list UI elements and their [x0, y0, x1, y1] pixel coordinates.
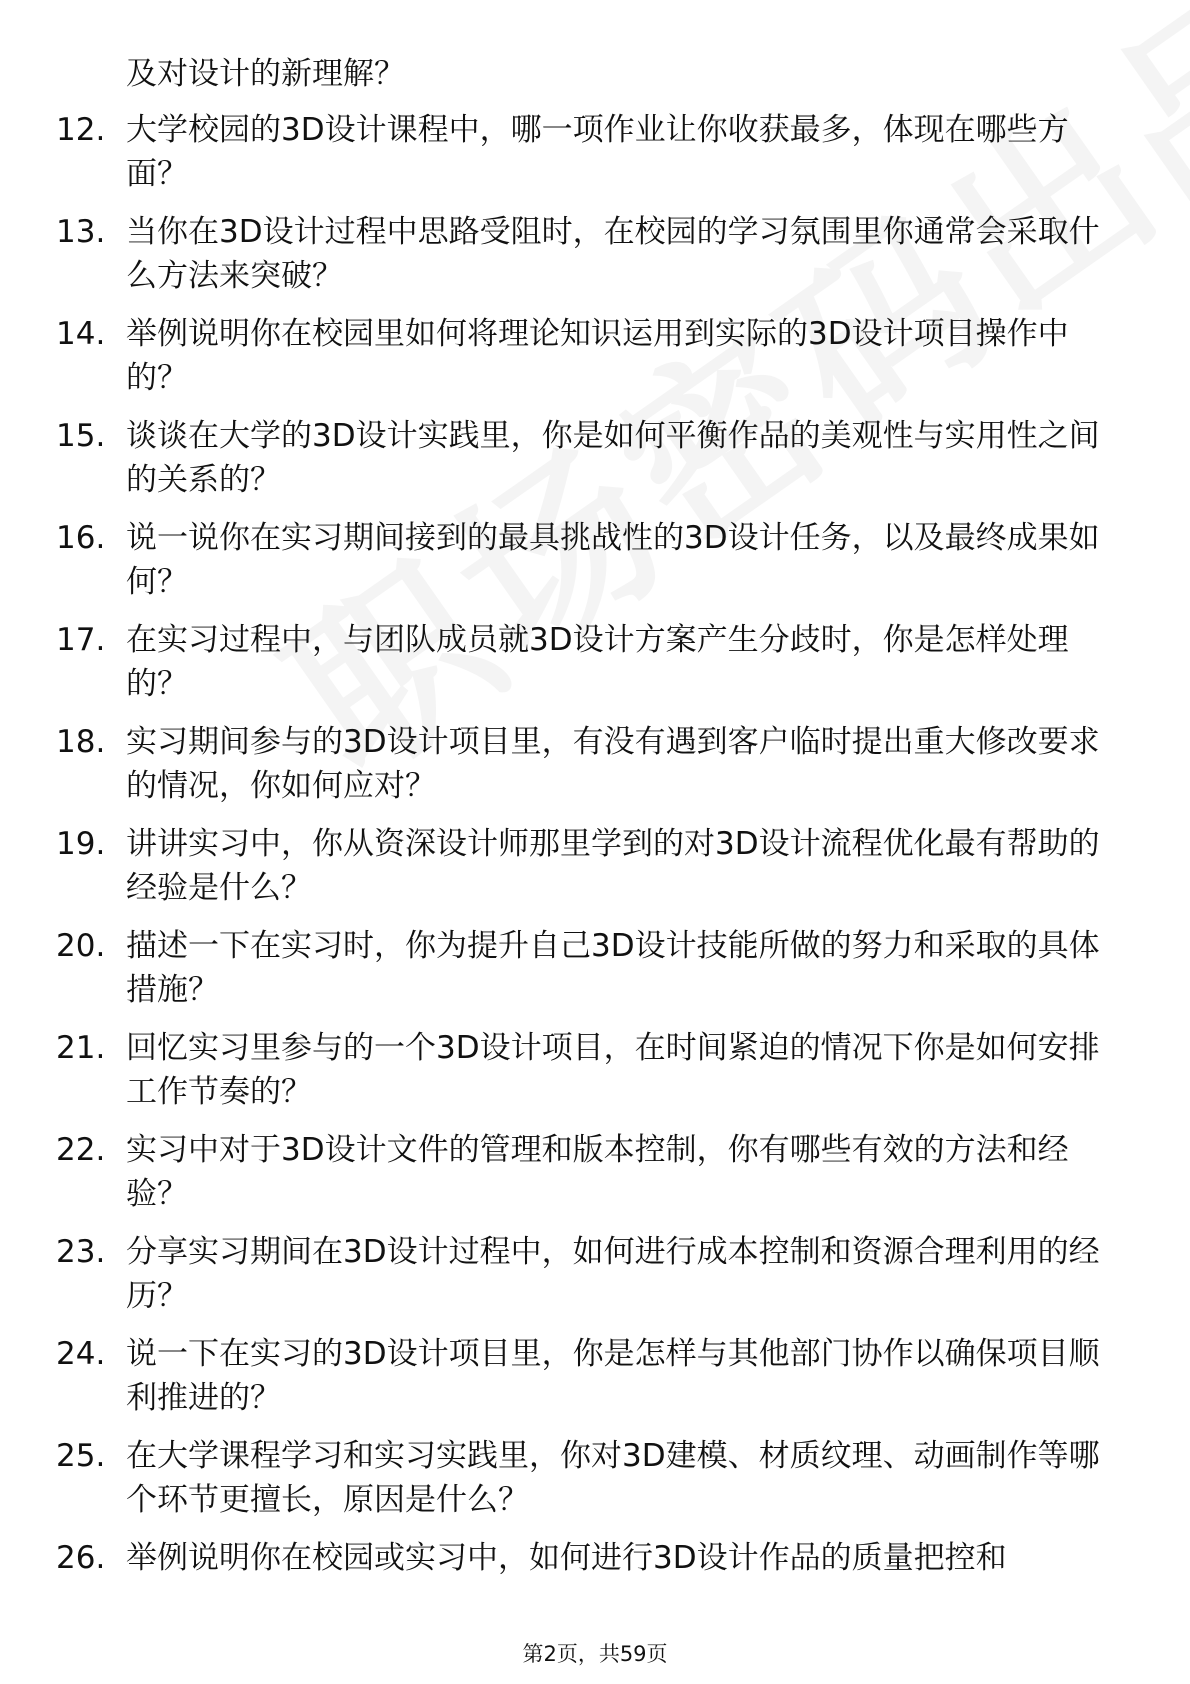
question-number: 23.	[56, 1234, 106, 1270]
question-number: 21.	[56, 1030, 106, 1066]
question-item-18	[0, 720, 1190, 822]
question-text: 实习期间参与的3D设计项目里，有没有遇到客户临时提出重大修改要求的情况，你如何应对？	[126, 724, 1100, 804]
question-number: 22.	[56, 1132, 106, 1168]
question-item-16	[0, 516, 1190, 618]
question-number: 14.	[56, 316, 106, 352]
question-item-26	[0, 1536, 1190, 1638]
question-text: 分享实习期间在3D设计过程中，如何进行成本控制和资源合理利用的经历？	[126, 1234, 1100, 1314]
question-number: 24.	[56, 1336, 106, 1372]
question-text: 说一下在实习的3D设计项目里，你是怎样与其他部门协作以确保项目顺利推进的？	[126, 1336, 1100, 1416]
question-number: 18.	[56, 724, 106, 760]
question-number: 12.	[56, 112, 106, 148]
question-text: 举例说明你在校园或实习中，如何进行3D设计作品的质量把控和	[126, 1540, 1007, 1576]
page-footer: 第2页，共59页	[522, 1642, 668, 1666]
question-text: 说一说你在实习期间接到的最具挑战性的3D设计任务，以及最终成果如何？	[126, 520, 1100, 600]
question-item-17	[0, 618, 1190, 720]
question-text: 在实习过程中，与团队成员就3D设计方案产生分歧时，你是怎样处理的？	[126, 622, 1069, 702]
continuation-text: 及对设计的新理解？	[126, 56, 405, 92]
question-item-14	[0, 312, 1190, 414]
question-number: 26.	[56, 1540, 106, 1576]
question-text: 大学校园的3D设计课程中，哪一项作业让你收获最多，体现在哪些方面？	[126, 112, 1069, 192]
question-text: 在大学课程学习和实习实践里，你对3D建模、材质纹理、动画制作等哪个环节更擅长，原因是什么？	[126, 1438, 1100, 1518]
question-text: 回忆实习里参与的一个3D设计项目，在时间紧迫的情况下你是如何安排工作节奏的？	[126, 1030, 1100, 1110]
question-number: 13.	[56, 214, 106, 250]
question-number: 17.	[56, 622, 106, 658]
question-item-20	[0, 924, 1190, 1026]
question-number: 19.	[56, 826, 106, 862]
question-number: 16.	[56, 520, 106, 556]
question-number: 20.	[56, 928, 106, 964]
question-number: 25.	[56, 1438, 106, 1474]
question-text: 举例说明你在校园里如何将理论知识运用到实际的3D设计项目操作中的？	[126, 316, 1069, 396]
question-item-23	[0, 1230, 1190, 1332]
question-text: 实习中对于3D设计文件的管理和版本控制，你有哪些有效的方法和经验？	[126, 1132, 1069, 1212]
question-item-22	[0, 1128, 1190, 1230]
question-item-21	[0, 1026, 1190, 1128]
question-text: 讲讲实习中，你从资深设计师那里学到的对3D设计流程优化最有帮助的经验是什么？	[126, 826, 1100, 906]
question-item-19	[0, 822, 1190, 924]
question-item-25	[0, 1434, 1190, 1536]
question-text: 描述一下在实习时，你为提升自己3D设计技能所做的努力和采取的具体措施？	[126, 928, 1100, 1008]
question-number: 15.	[56, 418, 106, 454]
question-text: 当你在3D设计过程中思路受阻时，在校园的学习氛围里你通常会采取什么方法来突破？	[126, 214, 1100, 294]
question-list	[0, 108, 1190, 1638]
question-item-24	[0, 1332, 1190, 1434]
question-item-15	[0, 414, 1190, 516]
question-item-13	[0, 210, 1190, 312]
question-item-12	[0, 108, 1190, 210]
question-text: 谈谈在大学的3D设计实践里，你是如何平衡作品的美观性与实用性之间的关系的？	[126, 418, 1100, 498]
